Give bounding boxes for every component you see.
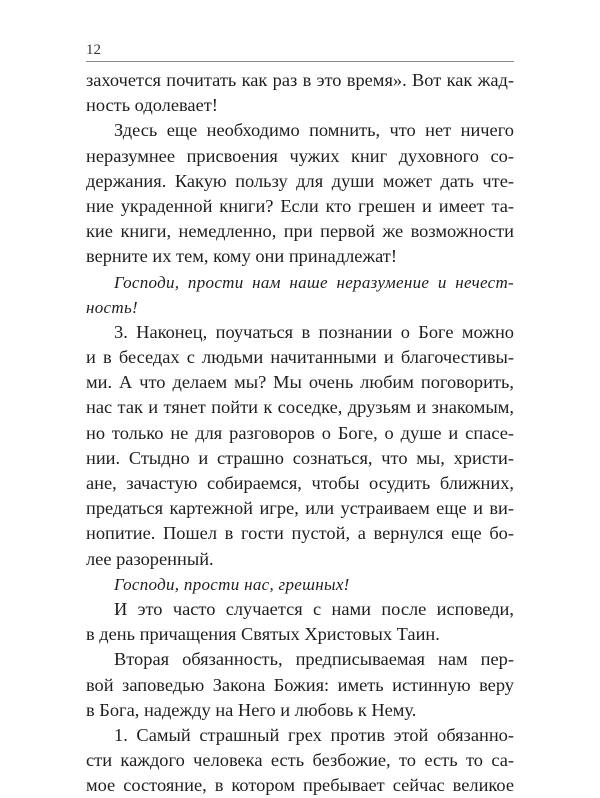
text-line: 1. Самый страшный грех против этой обязанно-	[114, 724, 514, 745]
text-line: и в беседах с людьми начитанными и благочестивы-	[86, 347, 514, 368]
text-line: неразумнее присвоения чужих книг духовного со-	[86, 145, 514, 166]
text-line: Здесь еще необходимо помнить, что нет ничего	[114, 120, 514, 141]
text-line: держания. Какую пользу для души может дать чте-	[86, 170, 514, 191]
text-line: вой заповедью Закона Божия: иметь истинную веру	[86, 674, 514, 695]
text-line: 3. Наконец, поучаться в познании о Боге можно	[114, 321, 514, 342]
text-line: нопитие. Пошел в гости пустой, а вернулся еще бо-	[86, 523, 514, 544]
text-line: предаться картежной игре, или устраиваем еще и ви-	[86, 498, 514, 519]
text-line: сти каждого человека есть безбожие, то есть то са-	[86, 750, 514, 771]
text-line: Вторая обязанность, предписываемая нам пер-	[114, 649, 514, 670]
text-line: кие книги, немедленно, при первой же возможности	[86, 221, 514, 242]
text-line: захочется почитать как раз в это время». Вот как жад-	[86, 70, 514, 90]
text-line: ми. А что делаем мы? Мы очень любим поговорить,	[86, 372, 514, 393]
text-line: ние украденной книги? Если кто грешен и имеет та-	[86, 195, 514, 216]
prayer-line: Господи, прости нам наше неразумение и нечест-	[114, 272, 514, 292]
page-number: 12	[86, 42, 101, 58]
text-line: ане, зачастую собираемся, чтобы осудить ближних,	[86, 473, 514, 493]
text-line: ность одолевает!	[86, 95, 218, 116]
text-line: в день причащения Святых Христовых Таин.	[86, 624, 440, 645]
text-line: нас так и тянет пойти к соседке, друзьям и знакомым,	[86, 397, 514, 418]
text-line: в Бога, надежду на Него и любовь к Нему.	[86, 699, 417, 720]
text-line: но только не для разговоров о Боге, о душе и спасе-	[86, 422, 514, 443]
body-text	[86, 68, 514, 798]
prayer-line: ность!	[86, 297, 138, 317]
text-line: лее разоренный.	[86, 548, 214, 569]
text-line: мое состояние, в котором пребывает сейчас великое	[86, 775, 514, 796]
prayer-line: Господи, прости нас, грешных!	[114, 574, 350, 594]
header-rule	[86, 61, 514, 62]
text-line: И это часто случается с нами после исповеди,	[114, 598, 514, 619]
text-line: верните их тем, кому они принадлежат!	[86, 246, 397, 267]
text-line: нии. Стыдно и страшно сознаться, что мы, христи-	[86, 447, 514, 468]
